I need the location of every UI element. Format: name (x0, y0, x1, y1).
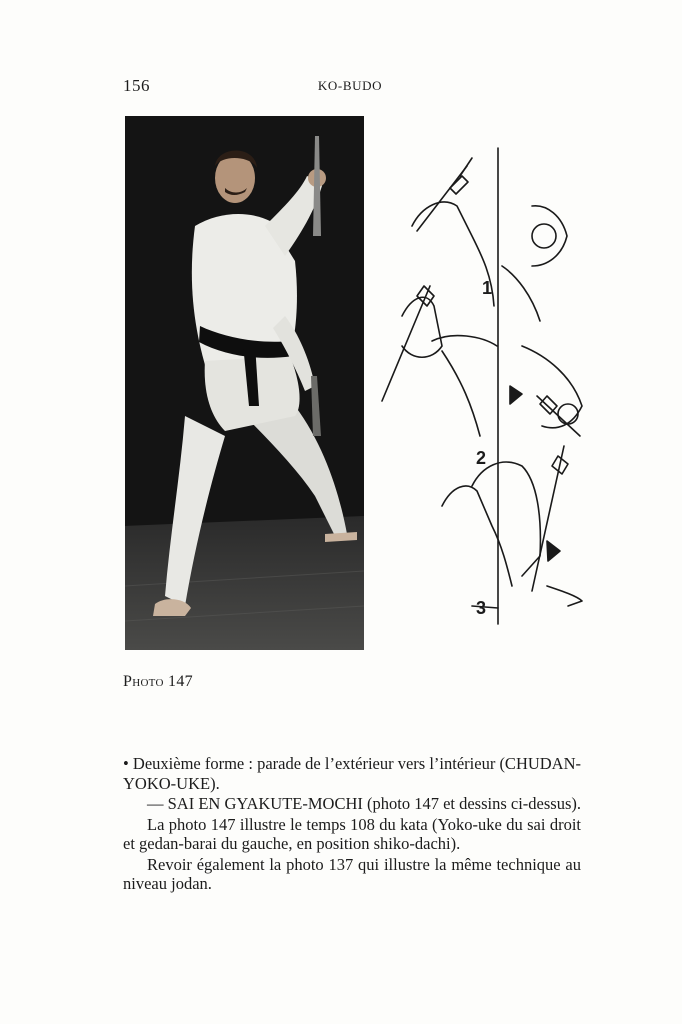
photo-147 (125, 116, 364, 650)
technique-drawings (372, 146, 602, 628)
karateka-photo-illustration (125, 116, 364, 650)
step-3-label: 3 (476, 598, 487, 618)
photo-caption (123, 673, 193, 691)
paragraph-4: Revoir également la photo 137 qui illustre la même technique au niveau jodan. (123, 854, 581, 893)
paragraph-2: — SAI EN GYAKUTE-MOCHI (photo 147 et dessins ci-dessus). (147, 794, 582, 813)
body-text (123, 754, 581, 895)
step-1-label: 1 (482, 278, 493, 298)
photo-caption-text: Photo 147 (123, 673, 193, 690)
page-number: 156 (123, 76, 150, 95)
paragraph-3: La photo 147 illustre le temps 108 du kata (Yoko-uke du sai droit et gedan-barai du gauche, en position shiko-dachi). (123, 814, 581, 853)
paragraph-1-text: Deuxième forme : parade de l’extérieur vers l’intérieur (CHUDAN-YOKO-UKE). (123, 754, 582, 793)
step-2-label: 2 (476, 448, 487, 468)
running-title: KO-BUDO (317, 78, 383, 93)
paragraph-1 (123, 754, 581, 793)
sai-sequence-diagram (372, 146, 602, 628)
bullet-icon: • (123, 754, 129, 773)
